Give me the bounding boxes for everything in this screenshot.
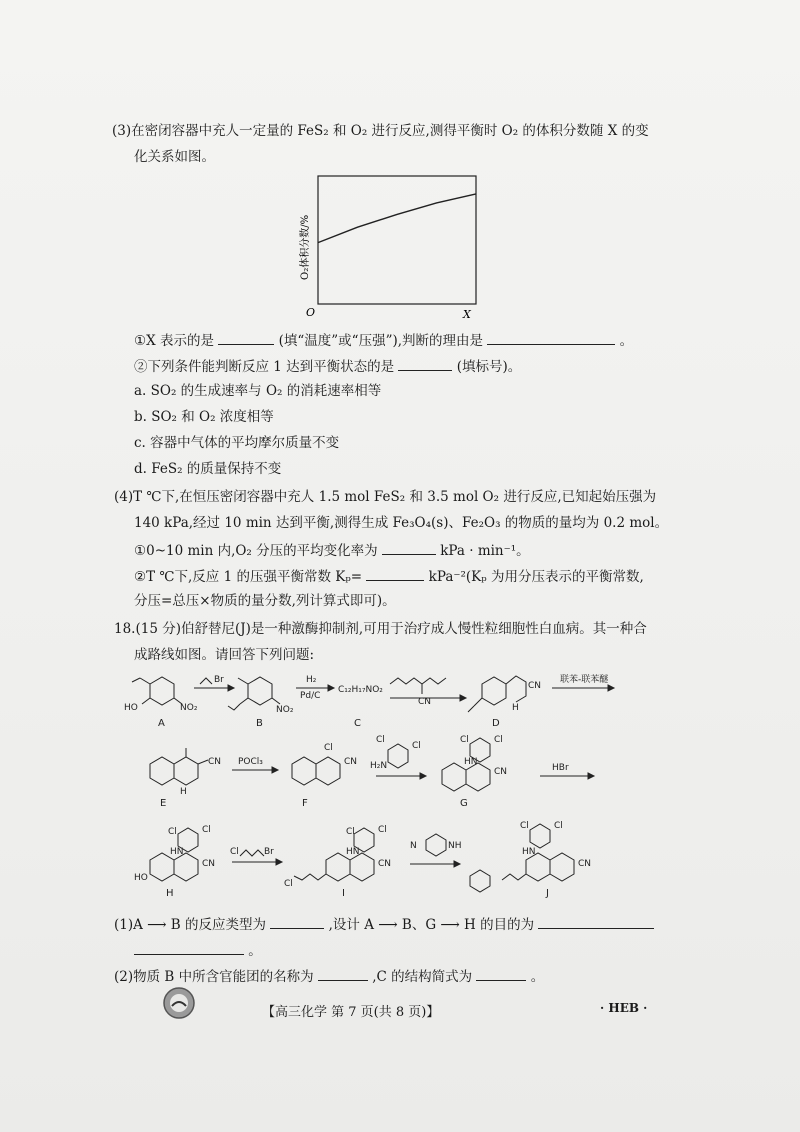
publisher-logo-icon (162, 986, 196, 1020)
q3-option-a: a. SO₂ 的生成速率与 O₂ 的消耗速率相等 (134, 383, 382, 399)
G-cl2-label: Cl (494, 735, 503, 745)
J-cl1-label: Cl (520, 821, 529, 831)
q18-sub1-a: (1)A ⟶ B 的反应类型为 (114, 917, 267, 933)
label-F: F (302, 798, 308, 809)
q3-sub2 (134, 356, 521, 376)
q3-option-b: b. SO₂ 和 O₂ 浓度相等 (134, 409, 274, 425)
piperazine-n-label: N (410, 841, 417, 851)
footer-code: · HEB · (600, 1001, 648, 1015)
hi-cl-label: Cl (230, 847, 239, 857)
c-formula: C₁₂H₁₇NO₂ (338, 685, 383, 695)
q4-sub1 (134, 540, 530, 560)
G-cl1-label: Cl (460, 735, 469, 745)
q18-line1: 18.(15 分)伯舒替尼(J)是一种激酶抑制剂,可用于治疗成人慢性粒细胞性白血病。其一种合 (114, 621, 647, 637)
o2-fraction-chart (290, 168, 490, 320)
ab-br-label: Br (214, 675, 224, 685)
q18-sub1-blank3[interactable] (134, 940, 244, 955)
I-cl2-label: Cl (378, 825, 387, 835)
chart-origin-label: O (306, 306, 316, 319)
q18-sub2-blank1[interactable] (318, 966, 368, 981)
H-cn-label: CN (202, 859, 216, 869)
piperazine-nh-label: NH (448, 841, 462, 851)
I-cl1-label: Cl (346, 827, 355, 837)
q18-sub2-b: ,C 的结构简式为 (372, 969, 473, 985)
q18-sub2-end: 。 (530, 969, 545, 985)
q3-line2: 化关系如图。 (134, 149, 215, 165)
q18-sub1-blank2[interactable] (538, 914, 654, 929)
q3-line1: (3)在密闭容器中充人一定量的 FeS₂ 和 O₂ 进行反应,测得平衡时 O₂ 的体积分数随 X 的变 (112, 123, 649, 139)
q3-sub1-blank2[interactable] (487, 330, 615, 345)
compound-J (470, 821, 591, 899)
I-cn-label: CN (378, 859, 392, 869)
label-D: D (492, 718, 500, 729)
reagent-cn-label: CN (418, 697, 432, 707)
d-reagent-label: 联苯-联苯醚 (560, 675, 609, 685)
q4-line1: (4)T ℃下,在恒压密闭容器中充人 1.5 mol FeS₂ 和 3.5 mol O₂ 进行反应,已知起始压强为 (114, 489, 657, 505)
q18-sub2-a: (2)物质 B 中所含官能团的名称为 (114, 969, 314, 985)
compound-G (442, 735, 507, 809)
label-I: I (342, 888, 345, 899)
hi-br-label: Br (264, 847, 274, 857)
compound-D (468, 676, 541, 729)
A-ho-label: HO (124, 703, 138, 713)
D-h-label: H (512, 703, 519, 713)
q4-sub1-b: kPa · min⁻¹。 (440, 543, 530, 559)
page-footer: 【高三化学 第 7 页(共 8 页)】 (262, 1005, 440, 1020)
q4-sub1-blank[interactable] (382, 540, 436, 555)
q3-sub2-a: ②下列条件能判断反应 1 达到平衡状态的是 (134, 359, 395, 375)
q3-sub2-b: (填标号)。 (456, 359, 522, 375)
label-B: B (256, 718, 263, 729)
J-hn-label: HN (522, 847, 536, 857)
aniline-nh2-label: H₂N (370, 761, 388, 771)
q18-sub1-end: 。 (248, 943, 262, 959)
J-cl2-label: Cl (554, 821, 563, 831)
chart-series-line (318, 194, 476, 243)
aniline-reagent (370, 735, 421, 771)
q4-sub2-b: kPa⁻²(Kₚ 为用分压表示的平衡常数, (428, 569, 644, 585)
A-no2-label: NO₂ (180, 703, 198, 713)
label-G: G (460, 798, 468, 809)
q3-sub1-a: ①X 表示的是 (134, 333, 215, 349)
q18-sub1 (114, 914, 654, 934)
label-E: E (160, 798, 167, 809)
compound-H (134, 825, 215, 899)
compound-B (228, 677, 294, 729)
compound-E (150, 748, 221, 809)
I-cl-label: Cl (284, 879, 293, 889)
q3-sub1 (134, 330, 633, 350)
q18-sub1-b: ,设计 A ⟶ B、G ⟶ H 的目的为 (328, 917, 535, 933)
F-cl-label: Cl (324, 743, 333, 753)
B-no2-label: NO₂ (276, 705, 294, 715)
E-cn-label: CN (208, 757, 222, 767)
q4-line2: 140 kPa,经过 10 min 达到平衡,测得生成 Fe₃O₄(s)、Fe₂O₃ 的物质的量均为 0.2 mol。 (134, 515, 669, 531)
D-cn-label: CN (528, 681, 542, 691)
G-hn-label: HN (464, 757, 478, 767)
label-J: J (546, 888, 549, 899)
bc-h2-label: H₂ (306, 675, 317, 685)
label-A: A (158, 718, 165, 729)
q18-sub2-blank2[interactable] (476, 966, 526, 981)
q18-sub1-blank1[interactable] (270, 914, 324, 929)
chart-frame (318, 176, 476, 304)
malonate-reagent (390, 678, 446, 707)
q3-sub2-blank[interactable] (398, 356, 452, 371)
G-cn-label: CN (494, 767, 508, 777)
aniline-cl1-label: Cl (376, 735, 385, 745)
compound-F (292, 743, 357, 809)
q4-sub2 (134, 566, 644, 586)
q4-sub2-c: 分压=总压×物质的量分数,列计算式即可)。 (134, 593, 396, 609)
q3-sub1-end: 。 (619, 333, 634, 349)
q4-sub2-blank[interactable] (366, 566, 424, 581)
gh-hbr-label: HBr (552, 763, 569, 773)
label-H: H (166, 888, 174, 899)
q4-sub1-a: ①0~10 min 内,O₂ 分压的平均变化率为 (134, 543, 378, 559)
H-cl2-label: Cl (202, 825, 211, 835)
q18-sub2 (114, 966, 544, 986)
label-C: C (354, 718, 361, 729)
H-hn-label: HN (170, 847, 184, 857)
E-h-label: H (180, 787, 187, 797)
H-ho-label: HO (134, 873, 148, 883)
compound-I (284, 825, 391, 899)
q3-option-d: d. FeS₂ 的质量保持不变 (134, 461, 282, 477)
chart-ylabel: O₂体积分数/% (300, 214, 311, 280)
q3-sub1-b: (填“温度”或“压强”),判断的理由是 (278, 333, 484, 349)
bc-pdc-label: Pd/C (300, 691, 321, 701)
q18-line2: 成路线如图。请回答下列问题: (134, 647, 315, 663)
J-cn-label: CN (578, 859, 592, 869)
q3-sub1-blank1[interactable] (218, 330, 274, 345)
synthesis-scheme (120, 664, 680, 908)
H-cl1-label: Cl (168, 827, 177, 837)
q18-sub1-cont (134, 940, 262, 960)
I-hn-label: HN (346, 847, 360, 857)
compound-A (124, 677, 198, 729)
q4-sub2-a: ②T ℃下,反应 1 的压强平衡常数 Kₚ= (134, 569, 363, 585)
chart-xlabel: X (463, 308, 471, 320)
q3-option-c: c. 容器中气体的平均摩尔质量不变 (134, 435, 340, 451)
ef-pocl3-label: POCl₃ (238, 757, 263, 767)
aniline-cl2-label: Cl (412, 741, 421, 751)
F-cn-label: CN (344, 757, 358, 767)
